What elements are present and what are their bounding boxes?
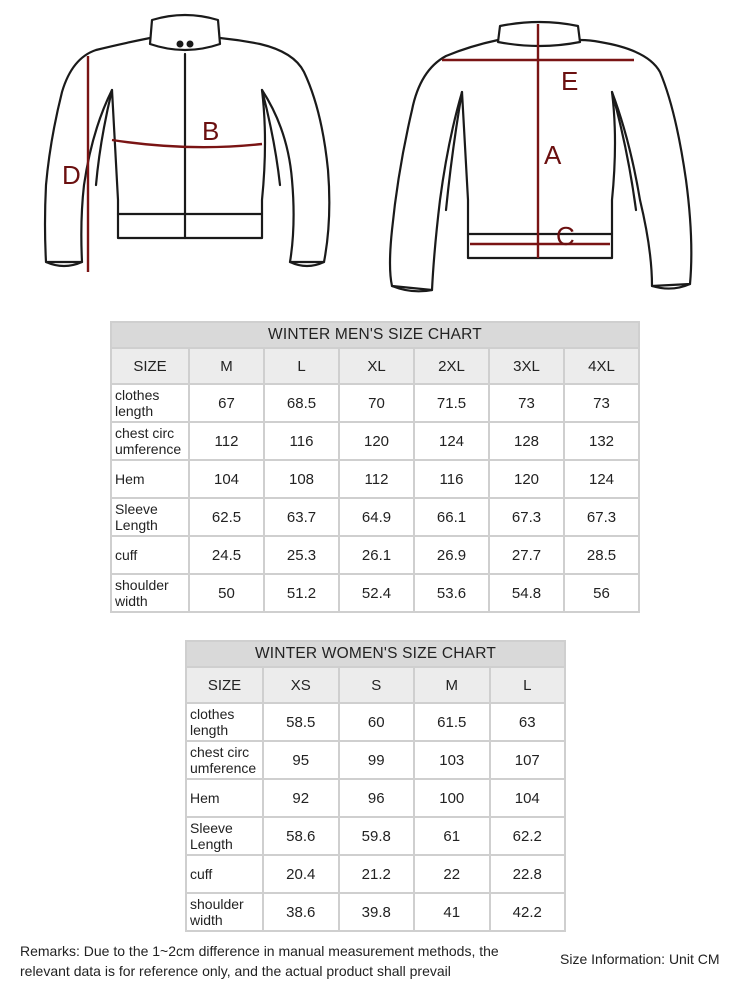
- table-cell: 42.2: [490, 893, 566, 931]
- table-cell: 28.5: [564, 536, 639, 574]
- table-cell: 103: [414, 741, 490, 779]
- table-row: [111, 460, 639, 498]
- table-row: [186, 893, 565, 931]
- row-label: shoulder width: [186, 893, 263, 931]
- remarks-line: Remarks: Due to the 1~2cm difference in manual measurement methods, the: [20, 943, 499, 959]
- table-cell: 64.9: [339, 498, 414, 536]
- size-col-header: L: [264, 348, 339, 384]
- table-row: [111, 574, 639, 612]
- table-cell: 128: [489, 422, 564, 460]
- table-cell: 50: [189, 574, 264, 612]
- jacket-back-view: [390, 22, 691, 291]
- table-cell: 27.7: [489, 536, 564, 574]
- table-cell: 100: [414, 779, 490, 817]
- table-cell: 60: [339, 703, 415, 741]
- size-unit-info: Size Information: Unit CM: [560, 951, 720, 967]
- women-chart-title-row: [186, 641, 565, 667]
- table-cell: 22: [414, 855, 490, 893]
- table-cell: 59.8: [339, 817, 415, 855]
- row-label: Hem: [186, 779, 263, 817]
- row-label: Hem: [111, 460, 189, 498]
- table-cell: 70: [339, 384, 414, 422]
- table-cell: 95: [263, 741, 339, 779]
- women-chart-header-row: [186, 667, 565, 703]
- table-cell: 39.8: [339, 893, 415, 931]
- table-cell: 67.3: [489, 498, 564, 536]
- size-col-header: XS: [263, 667, 339, 703]
- row-label: chest circ umference: [111, 422, 189, 460]
- table-cell: 68.5: [264, 384, 339, 422]
- table-cell: 112: [339, 460, 414, 498]
- table-cell: 99: [339, 741, 415, 779]
- size-col-header: XL: [339, 348, 414, 384]
- table-cell: 124: [564, 460, 639, 498]
- row-label: clothes length: [111, 384, 189, 422]
- table-cell: 116: [414, 460, 489, 498]
- women-size-chart: [185, 640, 566, 932]
- label-e: E: [561, 66, 579, 96]
- table-row: [186, 779, 565, 817]
- size-col-header: L: [490, 667, 566, 703]
- row-label: shoulder width: [111, 574, 189, 612]
- table-cell: 63.7: [264, 498, 339, 536]
- size-col-header: S: [339, 667, 415, 703]
- remarks-line: relevant data is for reference only, and the actual product shall prevail: [20, 963, 451, 979]
- table-cell: 22.8: [490, 855, 566, 893]
- table-row: [186, 817, 565, 855]
- size-header: SIZE: [186, 667, 263, 703]
- jacket-illustration: [0, 0, 750, 300]
- table-cell: 92: [263, 779, 339, 817]
- table-row: [111, 498, 639, 536]
- table-cell: 120: [339, 422, 414, 460]
- table-row: [111, 422, 639, 460]
- table-cell: 56: [564, 574, 639, 612]
- table-cell: 52.4: [339, 574, 414, 612]
- front-measure-lines: [88, 56, 262, 272]
- row-label: Sleeve Length: [186, 817, 263, 855]
- men-chart-header-row: [111, 348, 639, 384]
- table-cell: 112: [189, 422, 264, 460]
- table-cell: 38.6: [263, 893, 339, 931]
- size-col-header: 2XL: [414, 348, 489, 384]
- table-cell: 25.3: [264, 536, 339, 574]
- label-b: B: [202, 116, 220, 146]
- table-row: [111, 536, 639, 574]
- row-label: cuff: [186, 855, 263, 893]
- table-cell: 71.5: [414, 384, 489, 422]
- row-label: Sleeve Length: [111, 498, 189, 536]
- back-measure-lines: [442, 24, 634, 258]
- table-cell: 132: [564, 422, 639, 460]
- table-cell: 73: [564, 384, 639, 422]
- row-label: clothes length: [186, 703, 263, 741]
- table-cell: 53.6: [414, 574, 489, 612]
- table-cell: 107: [490, 741, 566, 779]
- size-col-header: M: [189, 348, 264, 384]
- size-col-header: 4XL: [564, 348, 639, 384]
- table-cell: 21.2: [339, 855, 415, 893]
- table-row: [111, 384, 639, 422]
- table-cell: 58.5: [263, 703, 339, 741]
- table-cell: 61.5: [414, 703, 490, 741]
- table-cell: 20.4: [263, 855, 339, 893]
- men-size-chart: [110, 321, 640, 613]
- table-cell: 26.1: [339, 536, 414, 574]
- label-d: D: [62, 160, 81, 190]
- table-cell: 41: [414, 893, 490, 931]
- remarks-note: [20, 941, 540, 981]
- table-cell: 124: [414, 422, 489, 460]
- table-cell: 108: [264, 460, 339, 498]
- table-cell: 58.6: [263, 817, 339, 855]
- table-row: [186, 855, 565, 893]
- table-cell: 62.5: [189, 498, 264, 536]
- label-a: A: [544, 140, 562, 170]
- table-cell: 104: [189, 460, 264, 498]
- size-header: SIZE: [111, 348, 189, 384]
- table-cell: 62.2: [490, 817, 566, 855]
- row-label: chest circ umference: [186, 741, 263, 779]
- size-col-header: 3XL: [489, 348, 564, 384]
- table-cell: 63: [490, 703, 566, 741]
- table-cell: 66.1: [414, 498, 489, 536]
- table-cell: 61: [414, 817, 490, 855]
- table-cell: 73: [489, 384, 564, 422]
- men-chart-title-row: [111, 322, 639, 348]
- table-cell: 104: [490, 779, 566, 817]
- women-chart-title: WINTER WOMEN'S SIZE CHART: [186, 641, 565, 667]
- men-chart-title: WINTER MEN'S SIZE CHART: [111, 322, 639, 348]
- table-cell: 54.8: [489, 574, 564, 612]
- label-c: C: [556, 221, 575, 251]
- row-label: cuff: [111, 536, 189, 574]
- table-row: [186, 741, 565, 779]
- table-cell: 67.3: [564, 498, 639, 536]
- table-cell: 96: [339, 779, 415, 817]
- table-cell: 116: [264, 422, 339, 460]
- table-cell: 67: [189, 384, 264, 422]
- table-cell: 26.9: [414, 536, 489, 574]
- table-row: [186, 703, 565, 741]
- table-cell: 51.2: [264, 574, 339, 612]
- size-col-header: M: [414, 667, 490, 703]
- table-cell: 24.5: [189, 536, 264, 574]
- table-cell: 120: [489, 460, 564, 498]
